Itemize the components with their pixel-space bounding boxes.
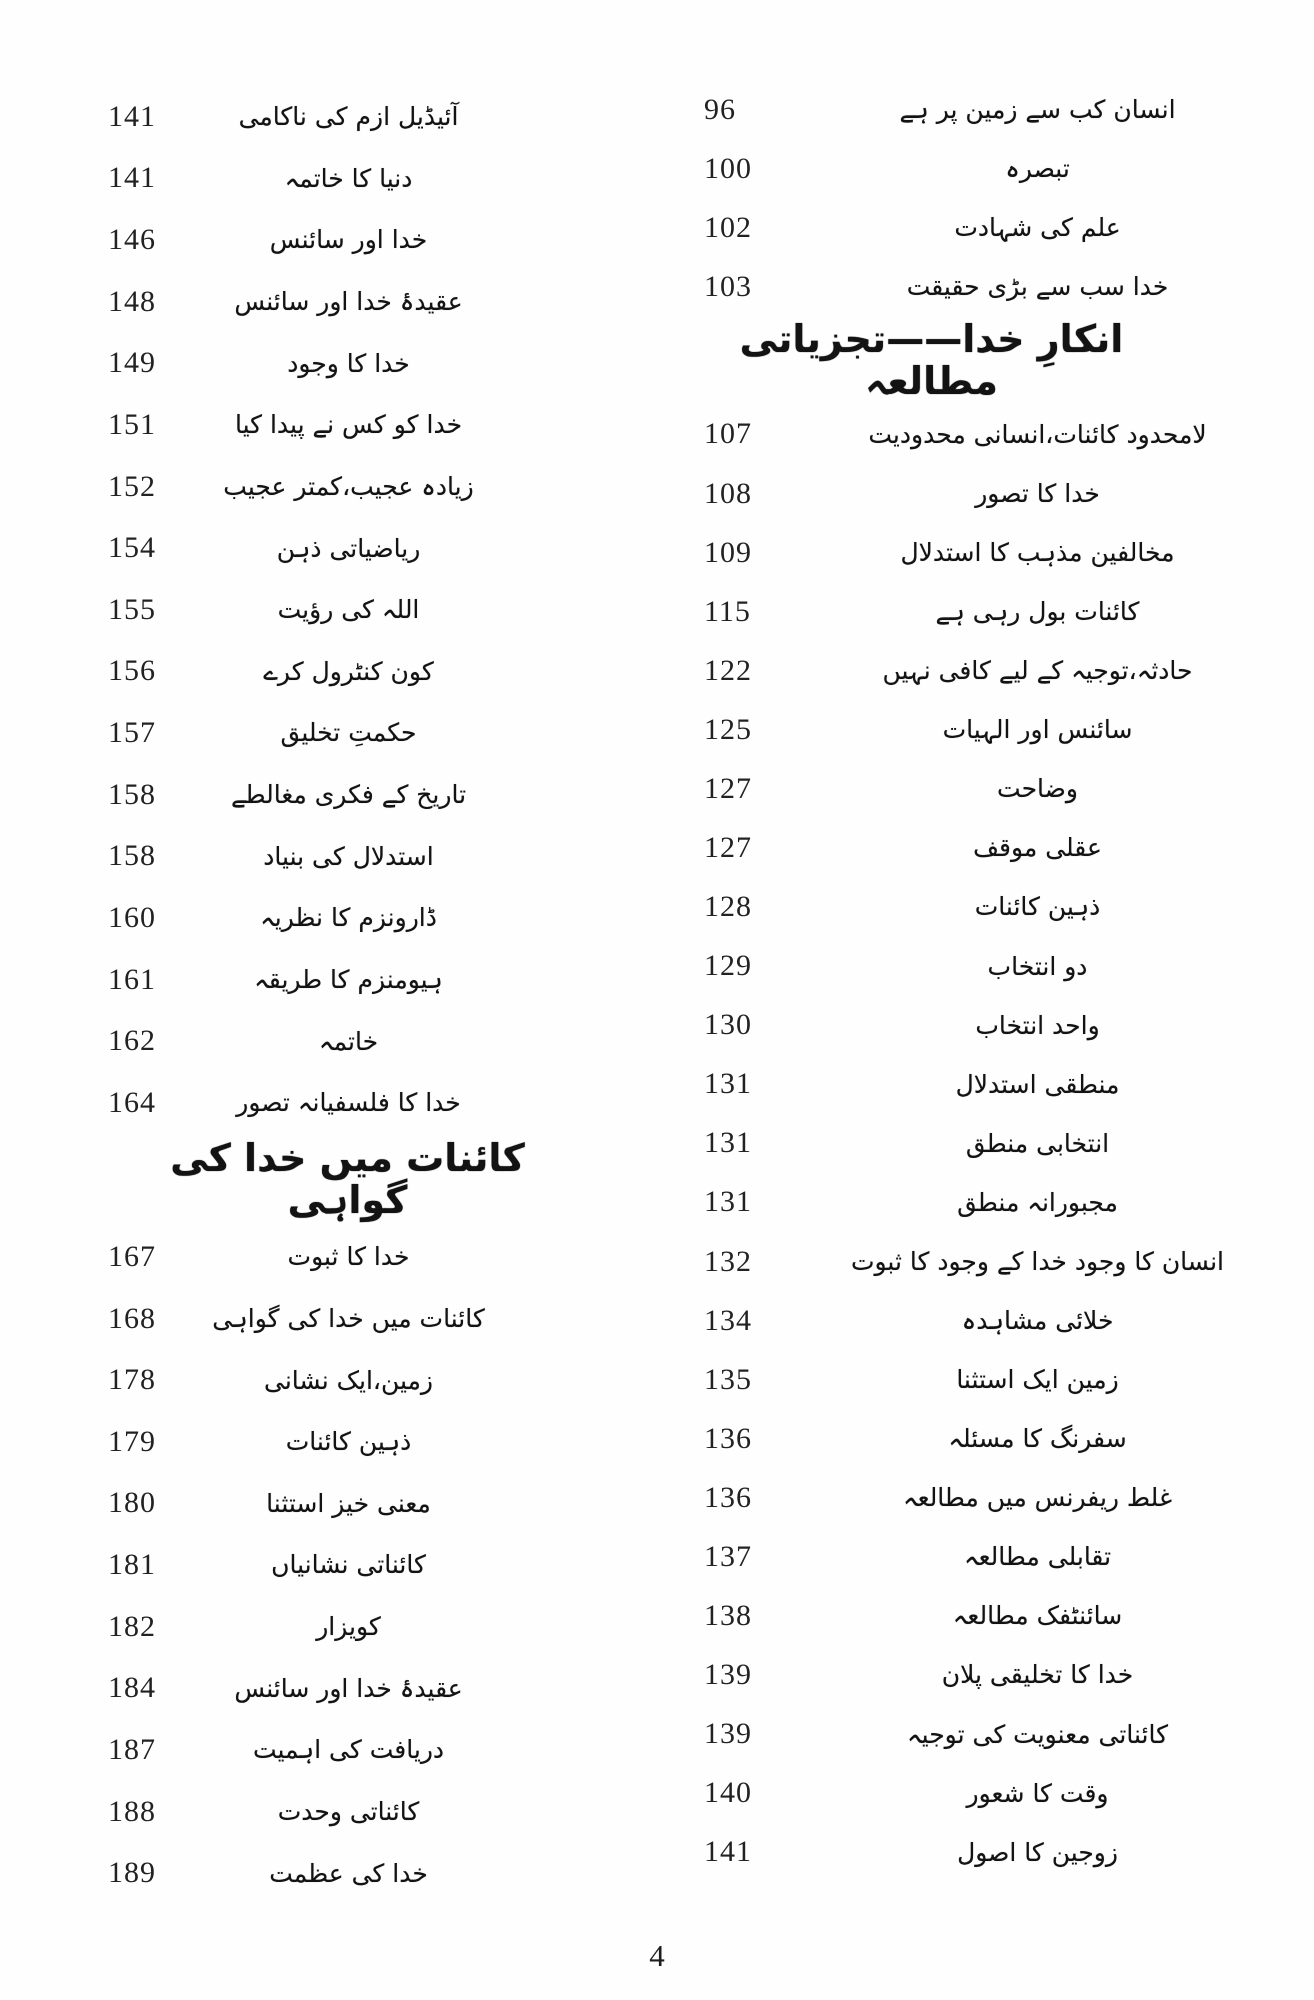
toc-entry-title: خاتمہ bbox=[318, 1026, 379, 1056]
toc-column-left bbox=[50, 86, 535, 1904]
toc-page-number: 131 bbox=[704, 1185, 752, 1219]
toc-entry-title: خدا کا تخلیقی پلان bbox=[941, 1660, 1134, 1690]
toc-row bbox=[688, 1350, 1295, 1409]
toc-section-heading-text: انکارِ خدا——تجزیاتی مطالعہ bbox=[739, 316, 1124, 403]
toc-page-number: 160 bbox=[108, 900, 156, 934]
toc-entry-title: سفرنگ کا مسئلہ bbox=[948, 1424, 1127, 1454]
toc-entry-title: عقیدۂ خدا اور سائنس bbox=[234, 1673, 463, 1703]
toc-entry-title: دریافت کی اہمیت bbox=[252, 1735, 445, 1765]
toc-section-heading-text: کائنات میں خدا کی گواہی bbox=[170, 1136, 525, 1222]
toc-page-number: 162 bbox=[108, 1024, 156, 1058]
toc-entry-title: خدا کا تصور bbox=[975, 478, 1100, 508]
toc-row bbox=[50, 456, 535, 518]
toc-row bbox=[50, 1010, 535, 1072]
toc-page-number: 138 bbox=[704, 1599, 752, 1633]
toc-row bbox=[50, 1288, 535, 1350]
toc-row bbox=[688, 1114, 1295, 1173]
toc-page-number: 158 bbox=[108, 777, 156, 811]
toc-entry-title: کون کنٹرول کرے bbox=[263, 656, 434, 686]
toc-row bbox=[50, 86, 535, 148]
toc-page-number: 157 bbox=[108, 716, 156, 750]
toc-row bbox=[688, 641, 1295, 700]
toc-page-number: 148 bbox=[108, 284, 156, 318]
toc-entry-title: وضاحت bbox=[997, 774, 1078, 804]
toc-row bbox=[688, 1764, 1295, 1823]
toc-page-number: 155 bbox=[108, 592, 156, 626]
toc-entry-title: عقیدۂ خدا اور سائنس bbox=[234, 287, 463, 317]
toc-page-number: 96 bbox=[704, 92, 736, 126]
toc-page-number: 141 bbox=[108, 161, 156, 195]
toc-row bbox=[50, 394, 535, 456]
toc-row bbox=[688, 878, 1295, 937]
toc-page-number: 109 bbox=[704, 535, 752, 569]
toc-page-number: 128 bbox=[704, 890, 752, 924]
toc-entry-title: استدلال کی بنیاد bbox=[263, 841, 434, 871]
toc-row bbox=[50, 949, 535, 1011]
toc-page-number: 130 bbox=[704, 1008, 752, 1042]
toc-page-number: 141 bbox=[108, 99, 156, 133]
toc-page-number: 131 bbox=[704, 1126, 752, 1160]
toc-entry-title: کائناتی معنویت کی توجیہ bbox=[907, 1719, 1168, 1749]
toc-page-number: 161 bbox=[108, 962, 156, 996]
toc-entry-title: زمین،ایک نشانی bbox=[263, 1365, 433, 1395]
toc-row bbox=[50, 517, 535, 579]
toc-row bbox=[688, 198, 1295, 257]
toc-row bbox=[50, 209, 535, 271]
toc-entry-title: کائنات بول رہی ہے bbox=[935, 597, 1140, 627]
toc-row bbox=[50, 887, 535, 949]
toc-page-number: 135 bbox=[704, 1362, 752, 1396]
toc-page-number: 151 bbox=[108, 407, 156, 441]
toc-section-heading bbox=[688, 316, 1295, 405]
toc-row bbox=[50, 579, 535, 641]
toc-page-number: 125 bbox=[704, 712, 752, 746]
toc-entry-title: تقابلی مطالعہ bbox=[963, 1542, 1112, 1572]
toc-row bbox=[688, 582, 1295, 641]
toc-entry-title: دنیا کا خاتمہ bbox=[284, 163, 413, 193]
toc-page-number: 181 bbox=[108, 1548, 156, 1581]
toc-page-number: 140 bbox=[704, 1776, 752, 1810]
toc-page-number: 127 bbox=[704, 771, 752, 805]
toc-row bbox=[688, 1823, 1295, 1882]
toc-entry-title: خدا سب سے بڑی حقیقت bbox=[906, 272, 1169, 302]
toc-page-number: 152 bbox=[108, 469, 156, 503]
toc-page-number: 115 bbox=[704, 594, 751, 628]
toc-row bbox=[50, 764, 535, 826]
toc-entry-title: مخالفین مذہب کا استدلال bbox=[900, 538, 1175, 567]
toc-entry-title: منطقی استدلال bbox=[955, 1069, 1120, 1099]
toc-entry-title: مجبورانہ منطق bbox=[957, 1187, 1118, 1217]
toc-page-number: 189 bbox=[108, 1856, 156, 1890]
toc-page-number: 100 bbox=[704, 151, 752, 185]
toc-row bbox=[688, 139, 1295, 198]
toc-row bbox=[688, 1705, 1295, 1764]
toc-page-number: 187 bbox=[108, 1732, 156, 1766]
toc-entry-title: غلط ریفرنس میں مطالعہ bbox=[902, 1483, 1173, 1513]
toc-row bbox=[688, 759, 1295, 818]
toc-entry-title: کائناتی نشانیاں bbox=[271, 1550, 426, 1580]
toc-row bbox=[688, 80, 1295, 139]
toc-page-number: 146 bbox=[108, 223, 156, 257]
toc-entry-title: لامحدود کائنات،انسانی محدودیت bbox=[868, 419, 1207, 449]
toc-page-number: 129 bbox=[704, 949, 752, 983]
toc-entry-title: سائنٹفک مطالعہ bbox=[952, 1601, 1123, 1631]
toc-row bbox=[50, 271, 535, 333]
toc-entry-title: انسان کا وجود خدا کے وجود کا ثبوت bbox=[850, 1246, 1225, 1276]
toc-row bbox=[688, 1291, 1295, 1350]
toc-entry-title: دو انتخاب bbox=[987, 951, 1088, 981]
toc-entry-title: حکمتِ تخلیق bbox=[280, 718, 417, 748]
toc-page-number: 108 bbox=[704, 476, 752, 510]
toc-entry-title: خدا کا وجود bbox=[287, 348, 410, 378]
toc-row bbox=[50, 702, 535, 764]
toc-page-number: 188 bbox=[108, 1794, 156, 1828]
toc-entry-title: کائنات میں خدا کی گواہی bbox=[212, 1303, 485, 1333]
toc-section-heading bbox=[50, 1134, 535, 1226]
toc-entry-title: واحد انتخاب bbox=[975, 1010, 1100, 1040]
toc-entry-title: معنی خیز استثنا bbox=[266, 1488, 431, 1518]
toc-page-number: 156 bbox=[108, 654, 156, 688]
toc-row bbox=[50, 333, 535, 395]
toc-row bbox=[50, 826, 535, 888]
toc-row bbox=[688, 996, 1295, 1055]
toc-row bbox=[50, 641, 535, 703]
toc-row bbox=[688, 1646, 1295, 1705]
toc-row bbox=[688, 1468, 1295, 1527]
toc-row bbox=[688, 464, 1295, 523]
toc-row bbox=[50, 1534, 535, 1596]
toc-entry-title: اللہ کی رؤیت bbox=[277, 595, 420, 625]
toc-row bbox=[688, 818, 1295, 877]
toc-row bbox=[688, 523, 1295, 582]
toc-entry-title: تاریخ کے فکری مغالطے bbox=[230, 780, 467, 810]
toc-entry-title: ڈارونزم کا نظریہ bbox=[260, 903, 437, 933]
toc-page-number: 182 bbox=[108, 1609, 156, 1643]
toc-page-number: 167 bbox=[108, 1239, 156, 1273]
toc-entry-title: سائنس اور الہیات bbox=[942, 715, 1133, 745]
toc-row bbox=[50, 1473, 535, 1535]
toc-row bbox=[50, 1072, 535, 1134]
toc-row bbox=[50, 1842, 535, 1904]
toc-row bbox=[50, 1596, 535, 1658]
toc-entry-title: تبصرہ bbox=[1005, 153, 1070, 183]
toc-page-number: 139 bbox=[704, 1717, 752, 1751]
toc-column-right bbox=[688, 80, 1295, 1882]
toc-page-number: 103 bbox=[704, 269, 752, 303]
toc-row bbox=[688, 1409, 1295, 1468]
toc-entry-title: علم کی شہادت bbox=[954, 213, 1121, 243]
toc-row bbox=[688, 937, 1295, 996]
toc-page-number: 168 bbox=[108, 1301, 156, 1335]
toc-row bbox=[50, 1411, 535, 1473]
toc-entry-title: آئیڈیل ازم کی ناکامی bbox=[238, 102, 459, 132]
toc-page-number: 134 bbox=[704, 1303, 752, 1337]
toc-entry-title: ذہین کائنات bbox=[974, 892, 1101, 922]
toc-page-number: 178 bbox=[108, 1363, 156, 1397]
toc-entry-title: کائناتی وحدت bbox=[277, 1796, 420, 1826]
toc-entry-title: وقت کا شعور bbox=[966, 1778, 1109, 1808]
toc-page-number: 158 bbox=[108, 839, 156, 873]
toc-row bbox=[50, 148, 535, 210]
toc-page-number: 136 bbox=[704, 1421, 752, 1455]
toc-row bbox=[688, 257, 1295, 316]
toc-row bbox=[688, 1527, 1295, 1586]
toc-row bbox=[50, 1719, 535, 1781]
toc-page-number: 107 bbox=[704, 417, 752, 451]
toc-row bbox=[688, 700, 1295, 759]
toc-row bbox=[50, 1781, 535, 1843]
toc-page-number: 131 bbox=[704, 1067, 752, 1101]
toc-page-number: 136 bbox=[704, 1480, 752, 1514]
toc-row bbox=[688, 1055, 1295, 1114]
toc-page-number: 164 bbox=[108, 1085, 156, 1119]
toc-entry-title: ذہین کائنات bbox=[285, 1427, 412, 1457]
toc-entry-title: زیادہ عجیب،کمتر عجیب bbox=[223, 471, 474, 501]
toc-page-number: 132 bbox=[704, 1244, 752, 1278]
toc-entry-title: کویزار bbox=[316, 1612, 381, 1641]
toc-entry-title: خدا اور سائنس bbox=[269, 225, 428, 255]
toc-row bbox=[688, 1173, 1295, 1232]
toc-entry-title: خلائی مشاہدہ bbox=[961, 1306, 1114, 1336]
toc-page-number: 139 bbox=[704, 1658, 752, 1692]
toc-entry-title: ہیومنزم کا طریقہ bbox=[254, 964, 443, 994]
toc-page-number: 149 bbox=[108, 346, 156, 380]
toc-row bbox=[50, 1349, 535, 1411]
toc-page-number: 154 bbox=[108, 531, 156, 565]
toc-entry-title: زمین ایک استثنا bbox=[956, 1365, 1119, 1395]
toc-page-number: 184 bbox=[108, 1671, 156, 1705]
toc-row bbox=[50, 1226, 535, 1288]
toc-page-number: 179 bbox=[108, 1424, 156, 1458]
toc-entry-title: انتخابی منطق bbox=[965, 1128, 1110, 1158]
toc-page-number: 137 bbox=[704, 1539, 752, 1573]
toc-entry-title: ریاضیاتی ذہن bbox=[276, 533, 421, 563]
toc-entry-title: زوجین کا اصول bbox=[957, 1837, 1118, 1867]
toc-entry-title: حادثہ،توجیہ کے لیے کافی نہیں bbox=[882, 656, 1193, 686]
toc-page-number: 141 bbox=[704, 1835, 752, 1869]
toc-entry-title: عقلی موقف bbox=[973, 833, 1102, 863]
toc-row bbox=[688, 1587, 1295, 1646]
toc-row bbox=[688, 1232, 1295, 1291]
toc-page-number: 122 bbox=[704, 653, 752, 687]
toc-entry-title: خدا کی عظمت bbox=[269, 1858, 428, 1888]
toc-row bbox=[50, 1657, 535, 1719]
toc-page-number: 102 bbox=[704, 210, 752, 244]
toc-page-number: 127 bbox=[704, 831, 752, 865]
toc-entry-title: خدا کا ثبوت bbox=[287, 1242, 410, 1272]
toc-entry-title: خدا کا فلسفیانہ تصور bbox=[236, 1088, 461, 1118]
toc-page-number: 180 bbox=[108, 1486, 156, 1520]
page-footer-number: 4 bbox=[649, 1938, 665, 1973]
toc-entry-title: خدا کو کس نے پیدا کیا bbox=[234, 410, 463, 440]
toc-row bbox=[688, 405, 1295, 464]
toc-entry-title: انسان کب سے زمین پر ہے bbox=[899, 94, 1176, 124]
